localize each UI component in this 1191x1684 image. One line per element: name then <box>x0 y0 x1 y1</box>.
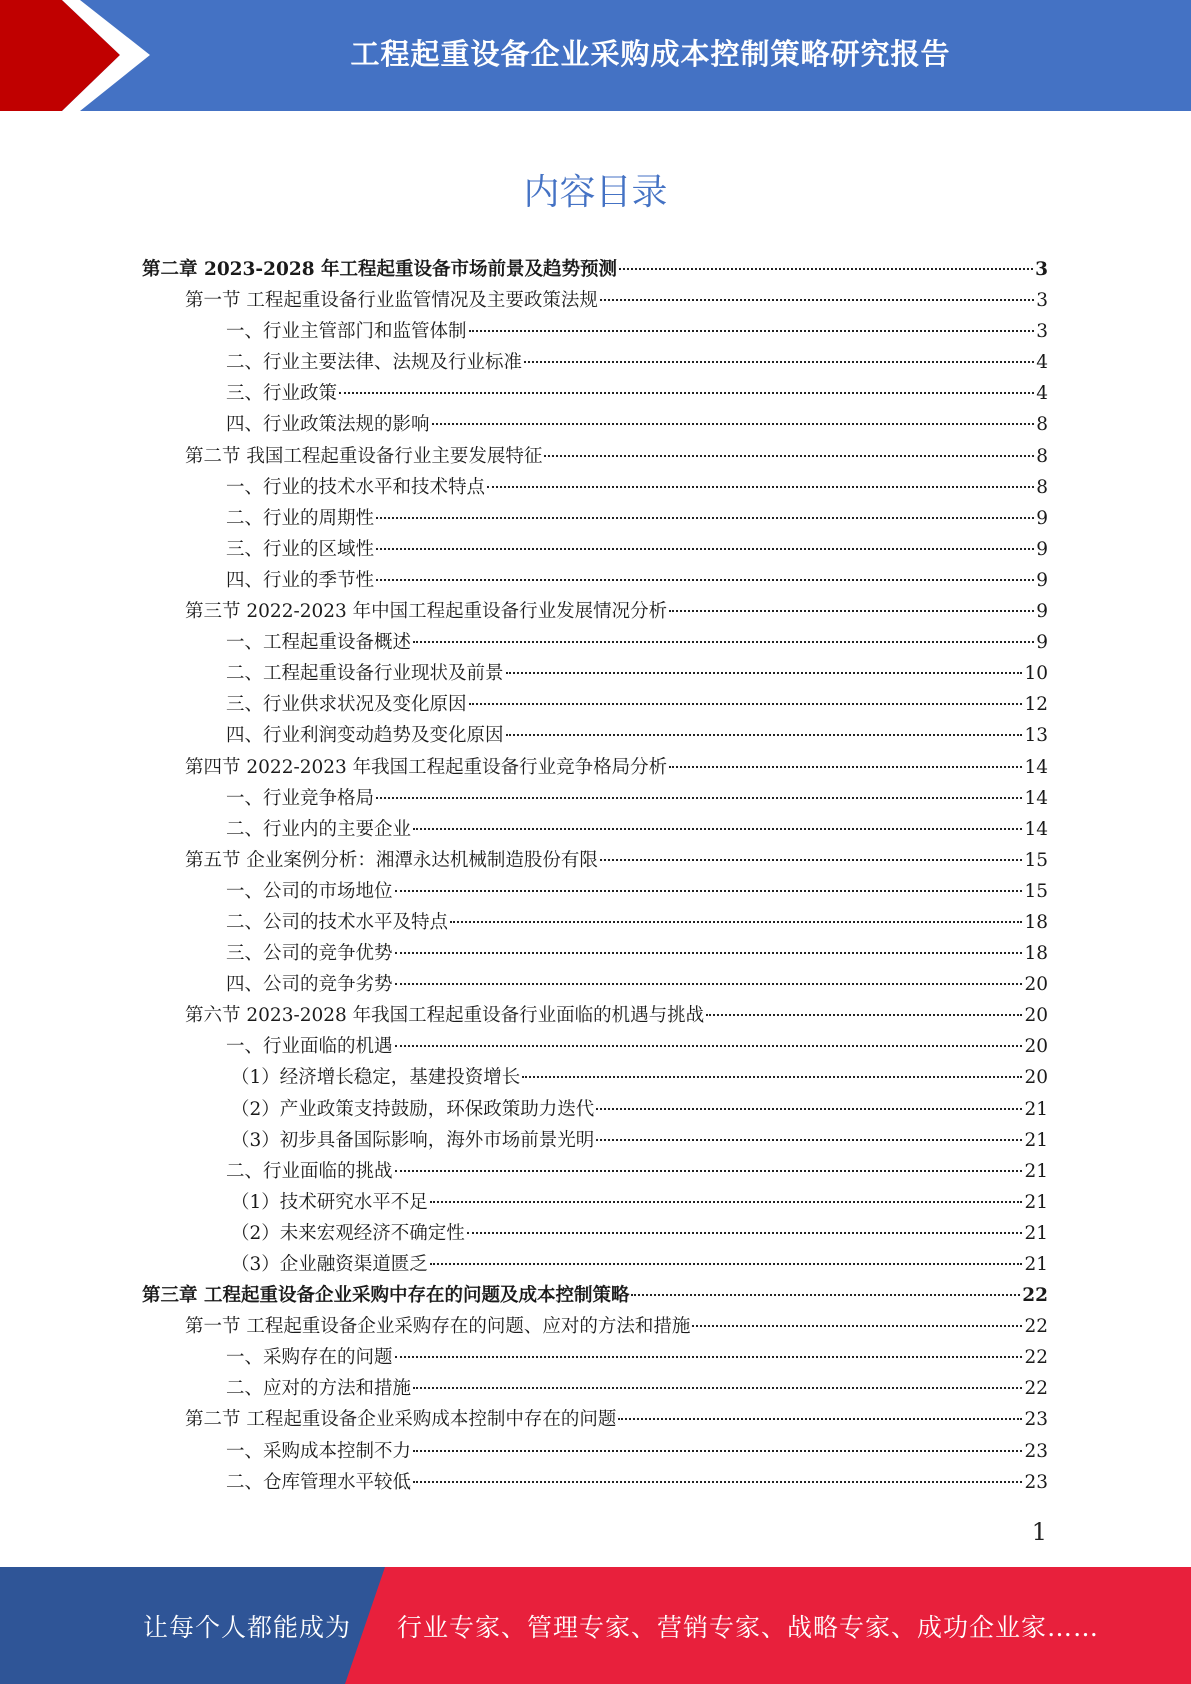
toc-entry-page: 22 <box>1022 1285 1048 1307</box>
toc-dot-leader <box>376 548 1034 550</box>
toc-entry[interactable] <box>142 1125 1048 1156</box>
toc-dot-leader <box>524 361 1034 363</box>
toc-entry-title: 一、采购成本控制不力 <box>226 1440 412 1462</box>
toc-entry-page: 20 <box>1024 1036 1048 1058</box>
toc-entry-page: 9 <box>1036 507 1048 529</box>
toc-entry[interactable] <box>142 938 1048 969</box>
toc-dot-leader <box>596 1139 1022 1141</box>
toc-entry[interactable] <box>142 907 1048 938</box>
report-title: 工程起重设备企业采购成本控制策略研究报告 <box>350 36 951 71</box>
toc-entry[interactable] <box>142 1062 1048 1093</box>
toc-entry-title: 一、行业的技术水平和技术特点 <box>226 476 486 498</box>
toc-entry-page: 22 <box>1024 1347 1048 1369</box>
toc-entry-page: 3 <box>1036 290 1048 312</box>
page-number: 1 <box>1031 1518 1047 1546</box>
toc-entry-page: 9 <box>1036 601 1048 623</box>
toc-entry-title: 二、公司的技术水平及特点 <box>226 911 449 933</box>
toc-entry-title: 第二章 2023-2028 年工程起重设备市场前景及趋势预测 <box>142 259 618 280</box>
toc-entry-page: 9 <box>1036 569 1048 591</box>
toc-entry[interactable] <box>142 1342 1048 1373</box>
toc-dot-leader <box>395 890 1023 892</box>
toc-entry[interactable] <box>142 409 1048 440</box>
toc-entry-title: 四、行业政策法规的影响 <box>226 414 430 436</box>
toc-entry-page: 22 <box>1024 1378 1048 1400</box>
toc-entry-page: 20 <box>1024 1067 1048 1089</box>
toc-dot-leader <box>376 579 1034 581</box>
toc-entry-page: 15 <box>1024 880 1048 902</box>
toc-entry-page: 23 <box>1024 1471 1048 1493</box>
toc-entry-page: 22 <box>1024 1316 1048 1338</box>
toc-entry-title: （3）企业融资渠道匮乏 <box>231 1254 428 1275</box>
toc-entry[interactable] <box>142 1280 1048 1311</box>
toc-entry-title: 第六节 2023-2028 年我国工程起重设备行业面临的机遇与挑战 <box>185 1005 705 1027</box>
toc-entry-page: 9 <box>1036 632 1048 654</box>
toc-entry-title: 第四节 2022-2023 年我国工程起重设备行业竞争格局分析 <box>185 756 668 778</box>
toc-entry-title: 二、行业内的主要企业 <box>226 818 412 840</box>
toc-dot-leader <box>395 983 1023 985</box>
toc-entry-title: 三、行业的区域性 <box>226 538 375 560</box>
toc-dot-leader <box>413 828 1022 830</box>
toc-dot-leader <box>450 921 1022 923</box>
toc-entry-title: 三、公司的竞争优势 <box>226 943 393 965</box>
toc-entry[interactable] <box>142 254 1048 285</box>
toc-entry-title: 二、仓库管理水平较低 <box>226 1471 412 1493</box>
toc-entry[interactable] <box>142 503 1048 534</box>
toc-entry[interactable] <box>142 689 1048 720</box>
toc-entry[interactable] <box>142 845 1048 876</box>
toc-heading: 内容目录 <box>523 172 668 213</box>
toc-entry-title: 三、行业供求状况及变化原因 <box>226 694 467 716</box>
report-header-band <box>0 0 1191 111</box>
toc-entry-title: 第一节 工程起重设备行业监管情况及主要政策法规 <box>185 290 598 312</box>
toc-entry-page: 3 <box>1036 321 1048 343</box>
toc-entry-title: （2）产业政策支持鼓励，环保政策助力迭代 <box>231 1098 595 1120</box>
toc-entry[interactable] <box>142 969 1048 1000</box>
toc-entry[interactable] <box>142 1156 1048 1187</box>
toc-entry[interactable] <box>142 596 1048 627</box>
toc-dot-leader <box>430 1263 1023 1265</box>
toc-entry-title: （1）经济增长稳定，基建投资增长 <box>231 1067 521 1089</box>
toc-entry[interactable] <box>142 720 1048 751</box>
toc-dot-leader <box>506 672 1023 674</box>
toc-dot-leader <box>469 703 1023 705</box>
toc-entry-title: 二、行业的周期性 <box>226 507 375 529</box>
toc-entry[interactable] <box>142 1467 1048 1498</box>
toc-entry-page: 8 <box>1036 476 1048 498</box>
toc-dot-leader <box>413 1450 1022 1452</box>
toc-entry[interactable] <box>142 1000 1048 1031</box>
toc-dot-leader <box>467 1232 1023 1234</box>
toc-entry-title: 第二节 工程起重设备企业采购成本控制中存在的问题 <box>185 1409 617 1431</box>
toc-entry[interactable] <box>142 1218 1048 1249</box>
toc-entry-title: 第五节 企业案例分析：湘潭永达机械制造股份有限 <box>185 849 598 871</box>
toc-dot-leader <box>395 1356 1023 1358</box>
toc-dot-leader <box>469 330 1035 332</box>
toc-entry[interactable] <box>142 1373 1048 1404</box>
toc-entry[interactable] <box>142 658 1048 689</box>
toc-entry[interactable] <box>142 1187 1048 1218</box>
toc-entry-page: 21 <box>1024 1160 1048 1182</box>
toc-entry[interactable] <box>142 1311 1048 1342</box>
toc-entry[interactable] <box>142 1436 1048 1467</box>
toc-dot-leader <box>600 859 1023 861</box>
toc-entry[interactable] <box>142 285 1048 316</box>
toc-entry-title: 一、采购存在的问题 <box>226 1347 393 1369</box>
toc-entry-page: 20 <box>1024 974 1048 996</box>
toc-entry[interactable] <box>142 441 1048 472</box>
toc-dot-leader <box>376 797 1022 799</box>
toc-entry-page: 14 <box>1024 756 1048 778</box>
toc-entry-page: 4 <box>1036 352 1048 374</box>
toc-dot-leader <box>376 517 1034 519</box>
toc-entry-title: 第一节 工程起重设备企业采购存在的问题、应对的方法和措施 <box>185 1316 691 1338</box>
toc-dot-leader <box>522 1076 1022 1078</box>
toc-dot-leader <box>619 268 1033 270</box>
toc-dot-leader <box>487 486 1034 488</box>
toc-entry-page: 13 <box>1024 725 1048 747</box>
toc-entry-title: 二、工程起重设备行业现状及前景 <box>226 663 504 685</box>
toc-entry[interactable] <box>142 316 1048 347</box>
toc-entry[interactable] <box>142 1404 1048 1435</box>
toc-entry-page: 10 <box>1024 663 1048 685</box>
toc-entry-title: 四、公司的竞争劣势 <box>226 974 393 996</box>
toc-dot-leader <box>430 1201 1023 1203</box>
toc-entry-title: （1）技术研究水平不足 <box>231 1191 428 1213</box>
toc-entry-page: 14 <box>1024 787 1048 809</box>
toc-entry-page: 14 <box>1024 818 1048 840</box>
toc-entry[interactable] <box>142 472 1048 503</box>
toc-entry[interactable] <box>142 1249 1048 1280</box>
toc-dot-leader <box>669 610 1034 612</box>
toc-entry[interactable] <box>142 752 1048 783</box>
toc-entry-page: 3 <box>1035 259 1048 280</box>
toc-entry-page: 15 <box>1024 849 1048 871</box>
toc-dot-leader <box>413 641 1034 643</box>
toc-entry-title: 二、行业面临的挑战 <box>226 1160 393 1182</box>
toc-dot-leader <box>432 423 1035 425</box>
toc-entry-page: 23 <box>1024 1440 1048 1462</box>
toc-entry-title: 第三章 工程起重设备企业采购中存在的问题及成本控制策略 <box>142 1285 630 1307</box>
toc-dot-leader <box>395 952 1023 954</box>
toc-dot-leader <box>413 1481 1022 1483</box>
toc-entry[interactable] <box>142 627 1048 658</box>
toc-entry-page: 18 <box>1024 943 1048 965</box>
toc-dot-leader <box>618 1418 1022 1420</box>
toc-entry-title: 一、行业主管部门和监管体制 <box>226 321 467 343</box>
toc-entry[interactable] <box>142 565 1048 596</box>
toc-dot-leader <box>395 1045 1023 1047</box>
toc-entry-title: 四、行业的季节性 <box>226 569 375 591</box>
toc-dot-leader <box>506 734 1023 736</box>
toc-dot-leader <box>706 1014 1022 1016</box>
toc-entry-title: 一、行业面临的机遇 <box>226 1036 393 1058</box>
chevron-arrow-icon <box>0 0 160 111</box>
toc-entry-page: 20 <box>1024 1005 1048 1027</box>
toc-dot-leader <box>544 455 1034 457</box>
toc-dot-leader <box>600 299 1034 301</box>
toc-entry-title: 第三节 2022-2023 年中国工程起重设备行业发展情况分析 <box>185 601 668 623</box>
toc-entry-page: 8 <box>1036 414 1048 436</box>
toc-entry-page: 12 <box>1024 694 1048 716</box>
toc-dot-leader <box>395 1170 1023 1172</box>
toc-dot-leader <box>631 1294 1020 1296</box>
toc-entry-page: 21 <box>1024 1254 1048 1275</box>
toc-entry-title: 二、应对的方法和措施 <box>226 1378 412 1400</box>
toc-entry-title: 一、公司的市场地位 <box>226 880 393 902</box>
toc-dot-leader <box>596 1108 1022 1110</box>
toc-dot-leader <box>339 392 1034 394</box>
footer-banner <box>0 1567 1191 1684</box>
toc-entry-page: 21 <box>1024 1191 1048 1213</box>
toc-entry-title: 第二节 我国工程起重设备行业主要发展特征 <box>185 445 543 467</box>
toc-entry-title: 一、工程起重设备概述 <box>226 632 412 654</box>
toc-dot-leader <box>413 1387 1022 1389</box>
toc-entry-title: （3）初步具备国际影响，海外市场前景光明 <box>231 1129 595 1151</box>
toc-entry[interactable] <box>142 783 1048 814</box>
toc-entry[interactable] <box>142 534 1048 565</box>
footer-slogan-left: 让每个人都能成为 <box>143 1612 352 1642</box>
toc-entry[interactable] <box>142 378 1048 409</box>
toc-entry[interactable] <box>142 876 1048 907</box>
toc-entry-page: 18 <box>1024 911 1048 933</box>
toc-entry-title: 四、行业利润变动趋势及变化原因 <box>226 725 504 747</box>
toc-dot-leader <box>669 766 1022 768</box>
toc-entry-title: 一、行业竞争格局 <box>226 787 375 809</box>
toc-dot-leader <box>692 1325 1022 1327</box>
toc-entry-page: 21 <box>1024 1222 1048 1244</box>
toc-entry[interactable] <box>142 814 1048 845</box>
table-of-contents <box>142 254 1048 1498</box>
toc-entry-title: （2）未来宏观经济不确定性 <box>231 1222 465 1244</box>
toc-entry[interactable] <box>142 1094 1048 1125</box>
toc-entry[interactable] <box>142 1031 1048 1062</box>
toc-entry-page: 23 <box>1024 1409 1048 1431</box>
toc-entry-page: 9 <box>1036 538 1048 560</box>
toc-entry-page: 4 <box>1036 383 1048 405</box>
toc-entry-page: 21 <box>1024 1098 1048 1120</box>
toc-entry-title: 三、行业政策 <box>226 383 338 405</box>
toc-entry[interactable] <box>142 347 1048 378</box>
toc-entry-page: 21 <box>1024 1129 1048 1151</box>
footer-slogan-right: 行业专家、管理专家、营销专家、战略专家、成功企业家…… <box>397 1612 1100 1642</box>
toc-entry-page: 8 <box>1036 445 1048 467</box>
toc-entry-title: 二、行业主要法律、法规及行业标准 <box>226 352 523 374</box>
